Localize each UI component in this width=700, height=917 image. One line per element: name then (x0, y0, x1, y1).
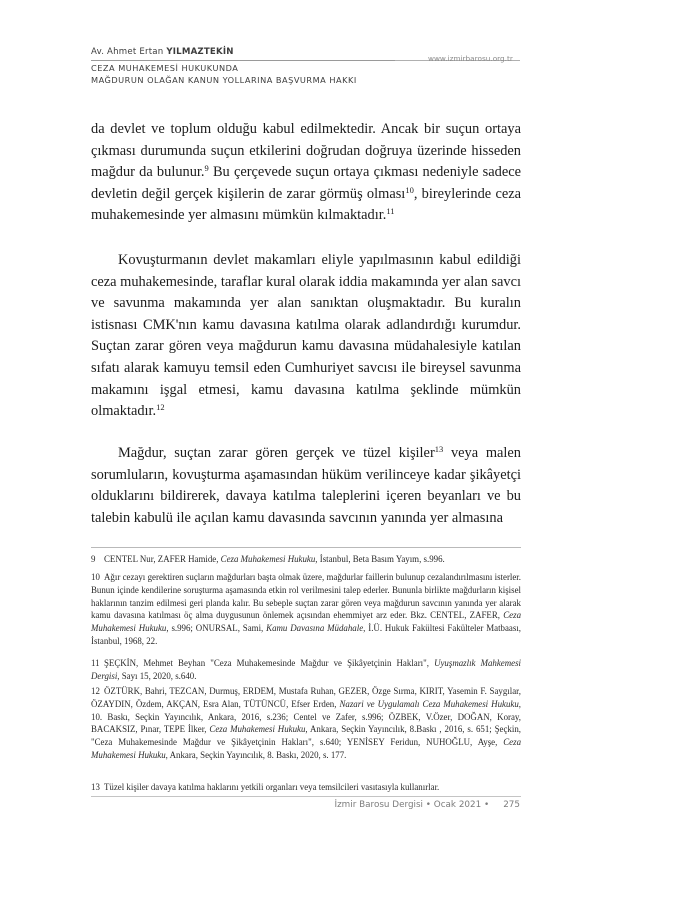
paragraph-1-text (91, 119, 521, 227)
footnote-text: , İstanbul, Beta Basım Yayım, s.996. (315, 554, 445, 564)
p1-text-b: Bu çerçevede suçun ortaya çıkması nedeniyle sadece devletin değil gerçek kişilerin de zarar görmüş olması (91, 164, 522, 202)
footnote-ref-10: 10 (405, 184, 414, 195)
header-divider (91, 60, 395, 61)
footnote-ref-12: 12 (156, 402, 165, 413)
footnote-book-title: Ceza Muhakemesi Hukuku (220, 554, 316, 564)
page-footer (334, 800, 520, 810)
footnote-book-title: Ceza Muhakemesi Hukuku (91, 610, 521, 634)
footnote-number: 13 (91, 782, 100, 792)
paragraph-3-text (91, 443, 521, 529)
footnote-10 (91, 571, 521, 648)
footnote-text: ÖZTÜRK, Bahri, TEZCAN, Durmuş, ERDEM, Mustafa Ruhan, GEZER, Özge Sırma, KIRIT, Yasemin F. Saygılar, ÖZAYDIN, Özdem, AKÇAN, Esra Alan, TÜTÜNCÜ, Efser Erden, (91, 686, 521, 709)
article-title-line-2: MAĞDURUN OLAĞAN KANUN YOLLARINA BAŞVURMA HAKKI (91, 75, 357, 85)
footnote-number: 12 (91, 686, 100, 696)
footnote-number: 10 (91, 572, 100, 582)
footnote-12 (91, 685, 521, 762)
p3-text-a: Mağdur, suçtan zarar gören gerçek ve tüzel kişiler (118, 445, 435, 461)
paragraph-3 (91, 443, 521, 529)
footnote-text: , 10. Baskı, Seçkin Yayıncılık, Ankara, 2016, s.236; Centel ve Zafer, s.996; ÖZBEK, V.Özer, DOĞAN, Koray, BACAKSIZ, Pınar, TEPE İlker, (91, 698, 521, 735)
p3-text-b: veya malen sorumluların, kovuşturma aşamasından hüküm verilinceye kadar şikâyetçi olduklarını bildirerek, davaya katılma taleplerini içeren beyanları ve bu talebin kabulü ile açılan kamu davasında savcının yanında yer almasına (91, 445, 521, 526)
footnote-journal-title: Uyuşmazlık Mahkemesi Dergisi (91, 658, 521, 681)
footnote-text: , s.996; ONURSAL, Sami, (166, 623, 267, 634)
footnote-book-title: Ceza Muhakemesi Hukuku (209, 724, 306, 735)
footnote-divider (91, 547, 521, 548)
footnote-text: Ağır cezayı gerektiren suçların mağdurları başta olmak üzere, mağdurlar faillerin bulunup cezalandırılmasını isterler. Bunun içinde kendilerine soruşturma aşamasında etkin rol verilmesini talep ederler. Bununla birlikte mağdurların kişisel haklarının tanzim edilmesi geri planda kalır. Bu sebeple suçtan zarar gören veya mağdurun savcının yanında yer alarak kamu davasına katılması öç alma duygusunun önlemek açısından ehemmiyet arz eder. Bkz. CENTEL, ZAFER, (91, 572, 521, 621)
footer-divider (91, 796, 521, 797)
footnote-book-title: Kamu Davasına Müdahale (266, 623, 364, 634)
journal-issue: İzmir Barosu Dergisi • Ocak 2021 • (334, 800, 490, 810)
footnote-text: Tüzel kişiler davaya katılma haklarını yetkili organları veya temsilcileri vasıtasıyla kullanırlar. (104, 782, 440, 792)
footnote-text: , Ankara, Seçkin Yayıncılık, 8. Baskı, 2020, s. 177. (165, 749, 347, 760)
running-head-author (91, 47, 234, 57)
author-name: Av. Ahmet Ertan (91, 47, 164, 57)
paragraph-2-text (91, 250, 521, 423)
footnote-book-title: Ceza Muhakemesi Hukuku (91, 737, 521, 760)
footnote-9 (91, 553, 521, 566)
footnote-ref-9: 9 (204, 163, 209, 174)
footnote-text: CENTEL Nur, ZAFER Hamide, (104, 554, 221, 564)
footnote-number: 9 (91, 554, 96, 564)
article-title-line-1: CEZA MUHAKEMESİ HUKUKUNDA (91, 63, 239, 73)
footnote-13 (91, 781, 521, 794)
footnote-book-title: Nazari ve Uygulamalı Ceza Muhakemesi Hukuku (339, 698, 519, 709)
paragraph-2 (91, 250, 521, 423)
footnote-text: , İ.Ü. Hukuk Fakültesi Fakülteler Matbaası, İstanbul, 1968, 22. (91, 623, 522, 646)
footnote-ref-11: 11 (386, 206, 395, 217)
journal-url: www.izmirbarosu.org.tr (428, 54, 513, 63)
footnote-text: ŞEÇKİN, Mehmet Beyhan "Ceza Muhakemesinde Mağdur ve Şikâyetçinin Hakları", (104, 658, 435, 668)
p1-text-c: , bireylerinde ceza muhakemesinde yer almasını mümkün kılmaktadır. (91, 185, 521, 224)
footnote-text: , Sayı 15, 2020, s.640. (117, 670, 197, 681)
footnote-text: , Ankara, Seçkin Yayıncılık, 8.Baskı , 2016, s. 651; Şeçkin, "Ceza Muhakemesinde Mağdur ve Şikâyetçinin Hakları", s.640; YENİSEY Feridun, NUHOĞLU, Ayşe, (91, 724, 521, 748)
p2-text-a: Kovuşturmanın devlet makamları eliyle yapılmasının kabul edildiği ceza muhakemesinde, taraflar kural olarak iddia makamında yer alan savcı ve savunma makamında yer alan sanıktan oluşmaktadır. Bu kuralın istisnası CMK'nın kamu davasına katılma olarak adlandırdığı kurumdur. Suçtan zarar gören veya mağdurun kamu davasına müdahalesiyle katılan sıfatı alarak kamuyu temsil eden Cumhuriyet savcısı ile bireysel savunma makamını işgal etmesi, kamu davasına katılma şeklinde mümkün olmaktadır. (91, 252, 521, 420)
paragraph-1 (91, 119, 521, 227)
footnote-ref-13: 13 (434, 444, 444, 454)
page-number: 275 (503, 800, 520, 810)
author-surname: YILMAZTEKİN (166, 47, 234, 57)
footnote-11 (91, 657, 521, 683)
footnote-number: 11 (91, 658, 100, 668)
p1-text-a: da devlet ve toplum olduğu kabul edilmektedir. Ancak bir suçun ortaya çıkması durumunda suçun etkilerini doğrudan doğruya üzerinde hisseden mağdur da bulunur. (91, 121, 521, 181)
